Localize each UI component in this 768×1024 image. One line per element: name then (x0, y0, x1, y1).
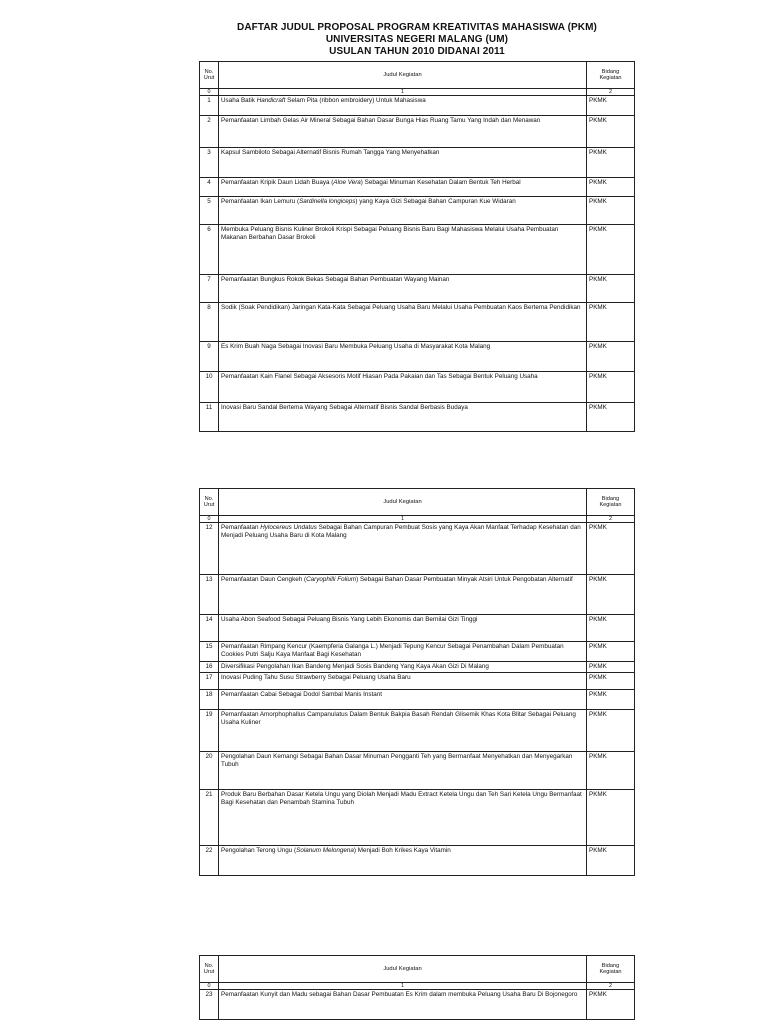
header-bidang-kegiatan: Bidang Kegiatan (587, 489, 635, 516)
row-number: 12 (200, 523, 219, 575)
table-row (200, 225, 635, 275)
row-title (219, 342, 587, 372)
row-title-text: Diversifikasi Pengolahan Ikan Bandeng Menjadi Sosis Bandeng Yang Kaya Akan Gizi Di Malang (221, 663, 489, 670)
row-bidang: PKMK (587, 615, 635, 642)
row-title-emphasis: Handicraft (256, 97, 286, 104)
row-number: 23 (200, 990, 219, 1020)
row-title-text: Pemanfaatan Bungkus Rokok Bekas Sebagai Bahan Pembuatan Wayang Mainan (221, 276, 450, 283)
row-title-text: Pemanfaatan (221, 524, 261, 531)
header-judul-kegiatan: Judul Kegiatan (219, 62, 587, 89)
row-title-text: Pemanfaatan Cabai Sebagai Dodol Sambal Manis Instant (221, 691, 383, 698)
header-judul-kegiatan: Judul Kegiatan (219, 489, 587, 516)
row-title-text: Pemanfaatan Amorphophallus Campanulatus Dalam Bentuk Bakpia Basah Rendah Glisemik Khas Kota Blitar Sebagai Peluang Usaha Kuliner (221, 711, 576, 726)
row-title-text: Pemanfaatan Kripik Daun Lidah Buaya ( (221, 179, 334, 186)
row-title-text-end: ) Menjadi Boh Krikes Kaya Vitamin (353, 847, 451, 854)
row-number: 14 (200, 615, 219, 642)
row-number: 8 (200, 303, 219, 342)
row-title (219, 710, 587, 752)
title-line-1: DAFTAR JUDUL PROPOSAL PROGRAM KREATIVITAS MAHASISWA (PKM) (237, 22, 597, 33)
header-bidang-kegiatan: Bidang Kegiatan (587, 956, 635, 983)
row-title (219, 790, 587, 846)
row-title (219, 225, 587, 275)
row-number: 6 (200, 225, 219, 275)
row-title (219, 96, 587, 116)
row-bidang: PKMK (587, 990, 635, 1020)
row-number: 10 (200, 372, 219, 403)
table-row (200, 752, 635, 790)
row-title-text: Kapsul Sambiloto Sebagai Alternatif Bisnis Rumah Tangga Yang Menyehatkan (221, 149, 440, 156)
row-number: 4 (200, 178, 219, 197)
row-title-text: Produk Baru Berbahan Dasar Ketela Ungu yang Diolah Menjadi Madu Extract Ketela Ungu dan Teh Sari Ketela Ungu Bermanfaat Bagi Kesehatan dan Penambah Stamina Tubuh (221, 791, 582, 806)
row-title (219, 523, 587, 575)
table-row (200, 790, 635, 846)
row-title-text: Usaha Abon Seafood Sebagai Peluang Bisnis Yang Lebih Ekonomis dan Bernilai Gizi Tinggi (221, 616, 478, 623)
table-row (200, 846, 635, 876)
row-title-text-end: ) Sebagai Bahan Dasar Pembuatan Minyak Atsiri Untuk Pengobatan Alternatif (356, 576, 573, 583)
row-title-text: Usaha Batik (221, 97, 257, 104)
row-title (219, 846, 587, 876)
row-title (219, 403, 587, 432)
row-title (219, 275, 587, 303)
row-title-text: Pengolahan Terong Ungu ( (221, 847, 297, 854)
row-bidang: PKMK (587, 96, 635, 116)
row-bidang: PKMK (587, 372, 635, 403)
row-title-text-end: ) yang Kaya Gizi Sebagai Bahan Campuran Kue Widaran (355, 198, 516, 205)
row-title-text: Pemanfaatan Kain Flanel Sebagai Aksesoris Motif Hiasan Pada Pakaian dan Tas Sebagai Bentuk Peluang Usaha (221, 373, 538, 380)
row-title-emphasis: Caryophilli Folium (306, 576, 357, 583)
table-row (200, 662, 635, 673)
table-row (200, 615, 635, 642)
row-title-text-end: ) Sebagai Minuman Kesehatan Dalam Bentuk Teh Herbal (360, 179, 521, 186)
row-title (219, 575, 587, 615)
row-title-text-end: Sebagai Bahan Campuran Pembuat Sosis yang Kaya Akan Manfaat Terhadap Kesehatan dan Menjadi Peluang Usaha Baru di Kota Malang (221, 524, 581, 539)
table-row (200, 342, 635, 372)
row-number: 18 (200, 690, 219, 710)
document-title (200, 22, 634, 58)
row-title (219, 990, 587, 1020)
row-bidang: PKMK (587, 662, 635, 673)
header-no-urut: No. Urut (200, 62, 219, 89)
table-index-row: 0 1 2 (200, 983, 635, 990)
row-bidang: PKMK (587, 197, 635, 225)
table-header-row (200, 956, 635, 983)
row-title-text: Sodik (Soak Pendidikan) Jaringan Kata-Kata Sebagai Peluang Usaha Baru Melalui Usaha Pembuatan Kaos Bertema Pendidikan (221, 304, 581, 311)
row-title-text: Es Krim Buah Naga Sebagai Inovasi Baru Membuka Peluang Usaha di Masyarakat Kota Malang (221, 343, 491, 350)
table-row (200, 642, 635, 662)
table-row (200, 990, 635, 1020)
row-title (219, 148, 587, 178)
row-bidang: PKMK (587, 403, 635, 432)
table-index-row: 0 1 2 (200, 89, 635, 96)
row-number: 9 (200, 342, 219, 372)
table-row (200, 148, 635, 178)
header-no-urut: No. Urut (200, 956, 219, 983)
row-number: 16 (200, 662, 219, 673)
row-title-text: Inovasi Puding Tahu Susu Strawberry Sebagai Peluang Usaha Baru (221, 674, 411, 681)
row-title (219, 116, 587, 148)
row-title (219, 642, 587, 662)
row-title (219, 372, 587, 403)
row-title-text: Pemanfaatan Daun Cengkeh ( (221, 576, 307, 583)
row-title-emphasis: Solanum Melongena (296, 847, 354, 854)
table-row (200, 197, 635, 225)
row-title-text: Pemanfaatan Limbah Gelas Air Mineral Sebagai Bahan Dasar Bunga Hias Ruang Tamu Yang Indah dan Menawan (221, 117, 541, 124)
row-bidang: PKMK (587, 303, 635, 342)
row-title (219, 673, 587, 690)
row-title (219, 615, 587, 642)
table-row (200, 303, 635, 342)
table-row (200, 275, 635, 303)
row-number: 20 (200, 752, 219, 790)
row-number: 22 (200, 846, 219, 876)
row-bidang: PKMK (587, 690, 635, 710)
row-bidang: PKMK (587, 642, 635, 662)
row-bidang: PKMK (587, 575, 635, 615)
row-title-emphasis: Aloe Vera (333, 179, 361, 186)
row-title-emphasis: Hylocereus Undatus (260, 524, 317, 531)
row-title (219, 690, 587, 710)
row-title-text: Inovasi Baru Sandal Bertema Wayang Sebagai Alternatif Bisnis Sandal Berbasis Budaya (221, 404, 468, 411)
row-title (219, 662, 587, 673)
row-bidang: PKMK (587, 148, 635, 178)
row-bidang: PKMK (587, 790, 635, 846)
table-index-row: 0 1 2 (200, 516, 635, 523)
row-title-text: Pengolahan Daun Kemangi Sebagai Bahan Dasar Minuman Pengganti Teh yang Bermanfaat Menyehatkan dan Menyegarkan Tubuh (221, 753, 573, 768)
row-bidang: PKMK (587, 673, 635, 690)
row-bidang: PKMK (587, 752, 635, 790)
row-bidang: PKMK (587, 225, 635, 275)
row-title-emphasis: Sardinella longiceps (299, 198, 356, 205)
row-title-text: Membuka Peluang Bisnis Kuliner Brokoli Krispi Sebagai Peluang Bisnis Baru Bagi Mahasiswa Melalui Usaha Pembuatan Makanan Berbahan Dasar Brokoli (221, 226, 559, 241)
table-row (200, 575, 635, 615)
row-number: 1 (200, 96, 219, 116)
row-title (219, 178, 587, 197)
table-header-row (200, 62, 635, 89)
table-row (200, 523, 635, 575)
table-row (200, 690, 635, 710)
row-number: 7 (200, 275, 219, 303)
table-row (200, 372, 635, 403)
table-row (200, 403, 635, 432)
row-bidang: PKMK (587, 275, 635, 303)
row-number: 11 (200, 403, 219, 432)
row-number: 5 (200, 197, 219, 225)
row-number: 2 (200, 116, 219, 148)
row-title-text: Pemanfaatan Rimpang Kencur (Kaempferia Galanga L.) Menjadi Tepung Kencur Sebagai Penambahan Dalam Pembuatan Cookies Putri Salju Kaya Manfaat Bagi Kesehatan (221, 643, 564, 658)
proposal-table-3 (199, 955, 635, 1020)
header-bidang-kegiatan: Bidang Kegiatan (587, 62, 635, 89)
row-bidang: PKMK (587, 710, 635, 752)
row-number: 3 (200, 148, 219, 178)
row-number: 17 (200, 673, 219, 690)
proposal-table-1 (199, 61, 635, 432)
table-row (200, 178, 635, 197)
row-title (219, 197, 587, 225)
proposal-table-2 (199, 488, 635, 876)
row-title (219, 303, 587, 342)
row-bidang: PKMK (587, 116, 635, 148)
table-row (200, 710, 635, 752)
row-number: 19 (200, 710, 219, 752)
row-number: 13 (200, 575, 219, 615)
header-no-urut: No. Urut (200, 489, 219, 516)
row-title-text-end: Selam Pita (ribbon embroidery) Untuk Mahasiswa (285, 97, 426, 104)
table-row (200, 116, 635, 148)
row-bidang: PKMK (587, 342, 635, 372)
table-header-row (200, 489, 635, 516)
row-bidang: PKMK (587, 178, 635, 197)
row-bidang: PKMK (587, 523, 635, 575)
row-title-text: Pemanfaatan Kunyit dan Madu sebagai Bahan Dasar Pembuatan Es Krim dalam membuka Peluang Usaha Baru Di Bojonegoro (221, 991, 578, 998)
row-number: 21 (200, 790, 219, 846)
title-line-3: USULAN TAHUN 2010 DIDANAI 2011 (329, 46, 505, 57)
row-title (219, 752, 587, 790)
header-judul-kegiatan: Judul Kegiatan (219, 956, 587, 983)
title-line-2: UNIVERSITAS NEGERI MALANG (UM) (325, 34, 509, 45)
row-title-text: Pemanfaatan Ikan Lemuru ( (221, 198, 300, 205)
table-row (200, 673, 635, 690)
table-row (200, 96, 635, 116)
row-bidang: PKMK (587, 846, 635, 876)
row-number: 15 (200, 642, 219, 662)
